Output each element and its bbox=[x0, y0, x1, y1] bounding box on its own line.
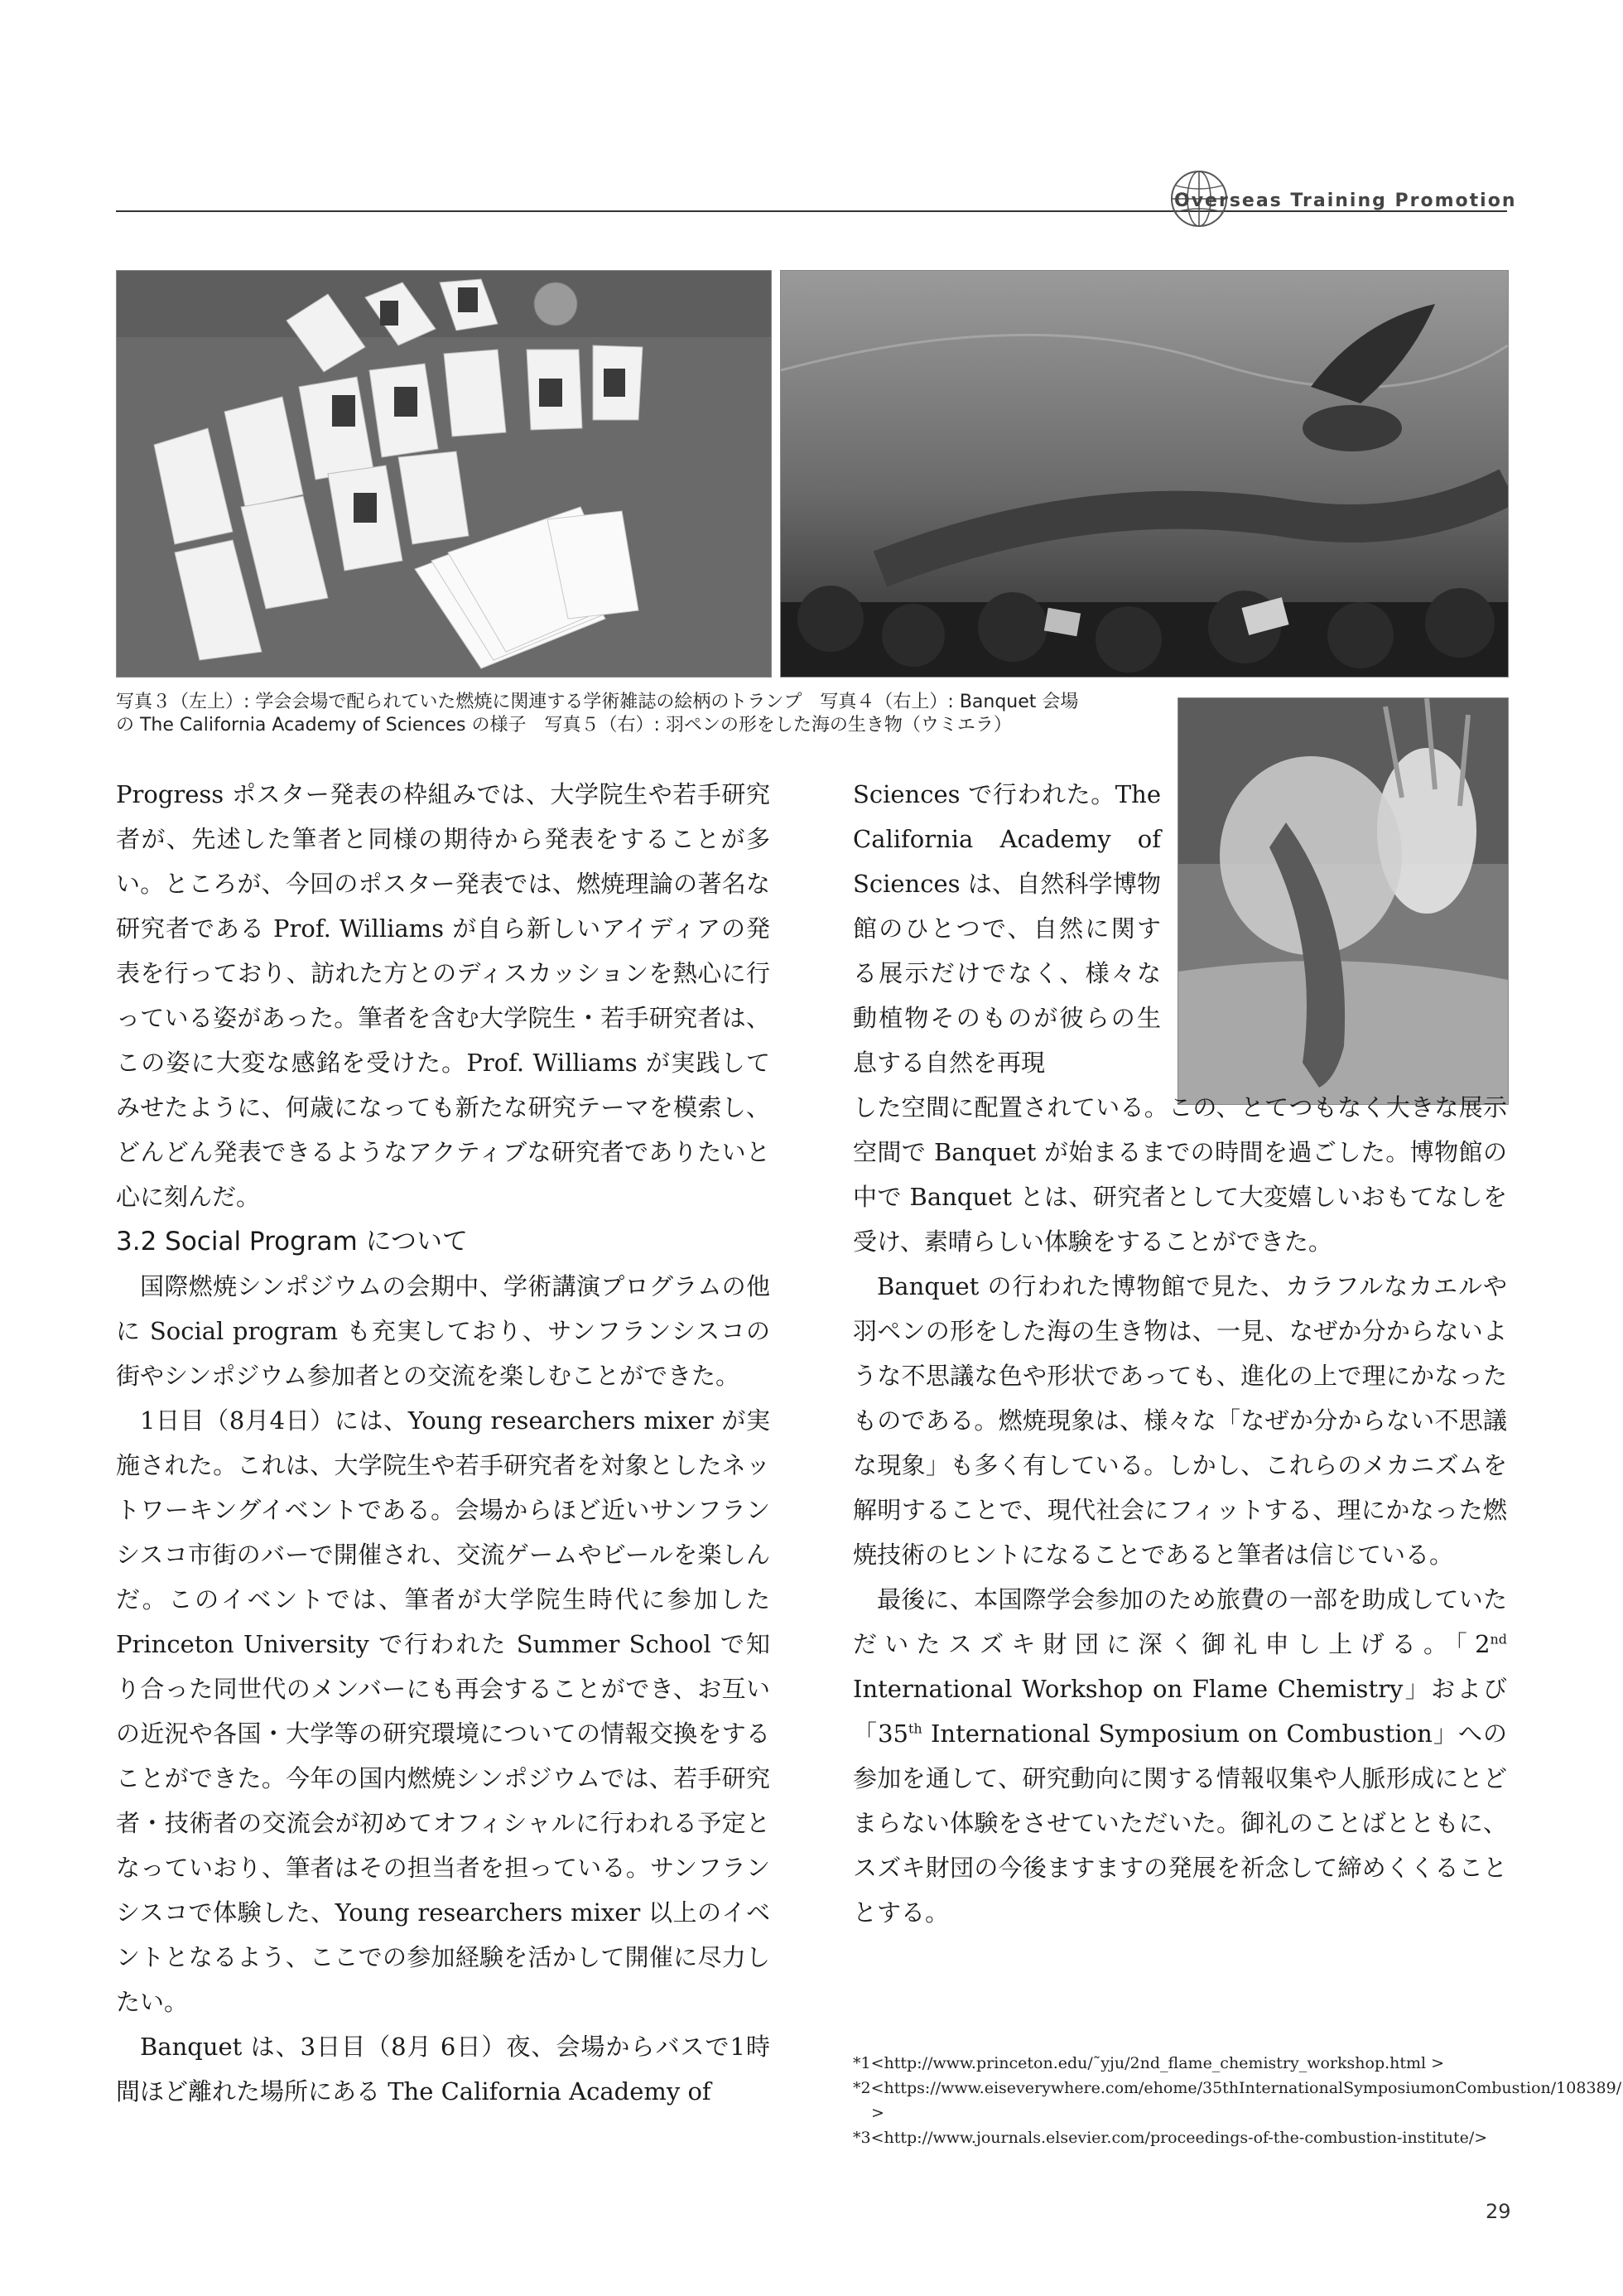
right-paragraph-3-c: International Symposium on Combustion」への参加を通して、研究動向に関する情報収集や人脈形成にとどまらない体験をさせていただいた。御礼のことばとともに、スズキ財団の今後ますますの発展を祈念して締めくくることとする。 bbox=[853, 1720, 1507, 1927]
superscript-nd: nd bbox=[1490, 1631, 1507, 1647]
right-paragraph-3-b: International Workshop on Flame Chemistry」および「35 bbox=[853, 1675, 1507, 1748]
caption-line-1: 写真３（左上）: 学会会場で配られていた燃焼に関連する学術雑誌の絵柄のトランプ 写真４（右上）: Banquet 会場 bbox=[116, 692, 1079, 712]
superscript-th: th bbox=[908, 1720, 922, 1737]
right-column-top bbox=[853, 772, 1161, 1085]
page-number: 29 bbox=[1486, 2200, 1511, 2223]
photo-banquet-aquarium bbox=[780, 270, 1509, 678]
footnotes bbox=[853, 2051, 1622, 2150]
right-paragraph-top: Sciences で行われた。The California Academy of Sciences は、自然科学博物館のひとつで、自然に関する展示だけでなく、様々な動植物そのものが彼らの生息する自然を再現 bbox=[853, 780, 1161, 1077]
right-paragraph-2: Banquet の行われた博物館で見た、カラフルなカエルや羽ペンの形をした海の生き物は、一見、なぜか分からないような不思議な色や形状であっても、進化の上で理にかなったものである。燃焼現象は、様々な「なぜか分からない不思議な現象」も多く有している。しかし、これらのメカニズムを解明することで、現代社会にフィットする、理にかなった燃焼技術のヒントになることであると筆者は信じている。 bbox=[853, 1272, 1507, 1569]
section-heading: 3.2 Social Program について bbox=[116, 1227, 468, 1257]
photo-caption bbox=[116, 691, 1169, 737]
right-paragraph-3-a: 最後に、本国際学会参加のため旅費の一部を助成していただいたスズキ財団に深く御礼申し上げる。「2 bbox=[853, 1585, 1507, 1658]
photo-playing-cards bbox=[116, 270, 772, 678]
header-label: Overseas Training Promotion bbox=[1174, 191, 1517, 211]
right-paragraph-3 bbox=[853, 1577, 1507, 1935]
right-paragraph-1-continued: した空間に配置されている。この、とてつもなく大きな展示空間で Banquet が始まるまでの時間を過ごした。博物館の中で Banquet とは、研究者として大変嬉しいおもてなしを受け、素晴らしい体験をすることができた。 bbox=[853, 1093, 1507, 1256]
left-paragraph-4: Banquet は、3日目（8月 6日）夜、会場からバスで1時間ほど離れた場所にある The California Academy of bbox=[116, 2033, 770, 2105]
footnote-1: *1<http://www.princeton.edu/˜yju/2nd_flame_chemistry_workshop.html > bbox=[853, 2054, 1445, 2072]
left-paragraph-1: Progress ポスター発表の枠組みでは、大学院生や若手研究者が、先述した筆者と同様の期待から発表をすることが多い。ところが、今回のポスター発表では、燃焼理論の著名な研究者である Prof. Williams が自ら新しいアイディアの発表を行っており、訪れた方とのディスカッションを熱心に行っている姿があった。筆者を含む大学院生・若手研究者は、この姿に大変な感銘を受けた。Prof. Williams が実践してみせたように、何歳になっても新たな研究テーマを模索し、どんどん発表できるようなアクティブな研究者でありたいと心に刻んだ。 bbox=[116, 780, 770, 1211]
photo-sea-pen bbox=[1178, 697, 1509, 1105]
left-paragraph-2: 国際燃焼シンポジウムの会期中、学術講演プログラムの他に Social program も充実しており、サンフランシスコの街やシンポジウム参加者との交流を楽しむことができた。 bbox=[116, 1272, 770, 1390]
left-paragraph-3: 1日目（8月4日）には、Young researchers mixer が実施された。これは、大学院生や若手研究者を対象としたネットワーキングイベントである。会場からほど近いサンフランシスコ市街のバーで開催され、交流ゲームやビールを楽しんだ。このイベントでは、筆者が大学院生時代に参加した Princeton University で行われた Summer School で知り合った同世代のメンバーにも再会することができ、お互いの近況や各国・大学等の研究環境についての情報交換をすることができた。今年の国内燃焼シンポジウムでは、若手研究者・技術者の交流会が初めてオフィシャルに行われる予定となっていおり、筆者はその担当者を担っている。サンフランシスコで体験した、Young researchers mixer 以上のイベントとなるよう、ここでの参加経験を活かして開催に尽力したい。 bbox=[116, 1406, 770, 2016]
footnote-3: *3<http://www.journals.elsevier.com/proceedings-of-the-combustion-institute/> bbox=[853, 2129, 1488, 2147]
caption-line-2: の The California Academy of Sciences の様子 写真５（右）: 羽ペンの形をした海の生き物（ウミエラ） bbox=[116, 715, 1012, 736]
left-column bbox=[116, 772, 770, 2114]
footnote-2: *2<https://www.eiseverywhere.com/ehome/35thInternationalSymposiumonCombustion/108389/ > bbox=[853, 2079, 1622, 2122]
right-column bbox=[853, 1085, 1507, 1935]
